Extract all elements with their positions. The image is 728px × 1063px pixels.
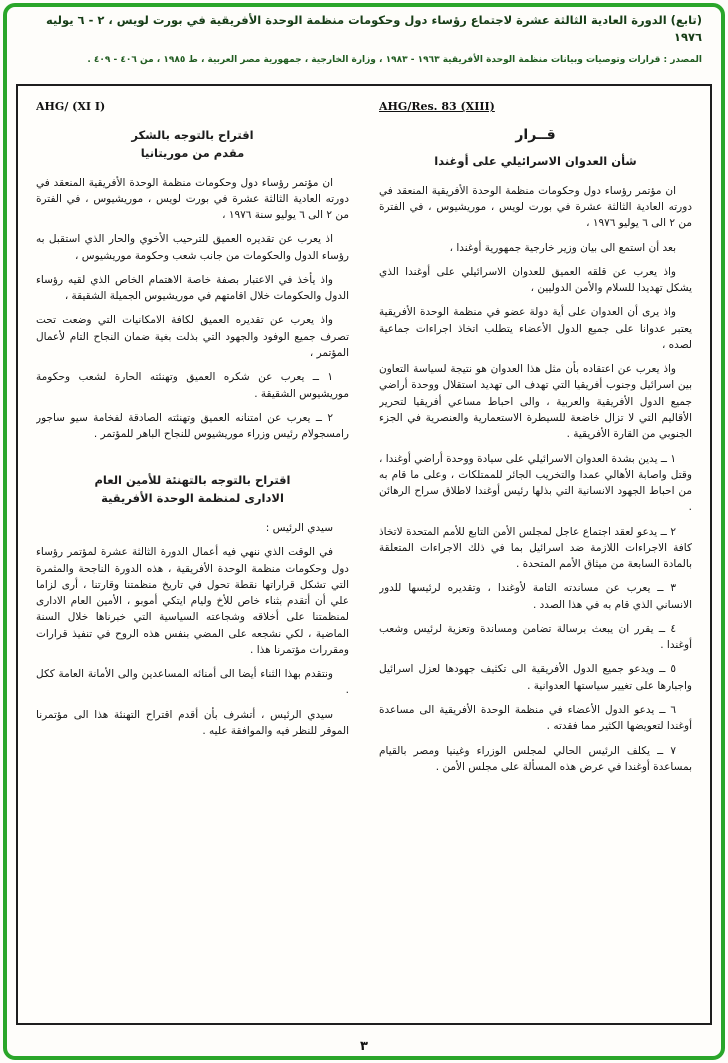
thanks-proposal-paragraph: اذ يعرب عن تقديره العميق للترحيب الأخوي والحار الذي استقبل به رؤساء الدول والحكومات من جانب شعب وحكومة موريشيوس ، bbox=[36, 233, 349, 262]
resolution-operative-clause: ٣ ــ يعرب عن مساندته التامة لأوغندا ، وتقديره لرئيسها للدور الانساني الذي قام به في هذا الصدد . bbox=[379, 582, 692, 611]
resolution-column bbox=[379, 100, 692, 1009]
congratulation-proposal-title bbox=[36, 472, 349, 508]
resolution-paragraph: واذ يعرب عن قلقه العميق للعدوان الاسرائيلي على أوغندا الذي يشكل تهديدا للسلام والأمن الدوليين ، bbox=[379, 265, 692, 295]
congratulation-proposal-title-line2: الادارى لمنظمة الوحدة الأفريقية bbox=[101, 491, 284, 506]
proposal-doc-code: AHG/ (XI I) bbox=[36, 100, 106, 113]
thanks-proposal-paragraph: ان مؤتمر رؤساء دول وحكومات منظمة الوحدة الأفريقية المنعقد في دورته العادية الثالثة عشرة في بورت لويس ، موريشيوس ، في الفترة من ٢ الى ٦ يوليو سنة ١٩٧٦ ، bbox=[36, 176, 349, 222]
resolution-operative-clause: ٤ ــ يقرر ان يبعث برسالة تضامن ومساندة وتعزية لرئيس وشعب أوغندا . bbox=[379, 622, 692, 652]
resolution-paragraph: ان مؤتمر رؤساء دول وحكومات منظمة الوحدة الأفريقية المنعقد في دورته العادية الثالثة عشرة في بورت لويس ، موريشيوس ، في الفترة من ٢ الى ٦ يوليو ١٩٧٦ ، bbox=[379, 184, 692, 230]
congratulation-proposal-title-line1: اقتراح بالتوجه بالتهنئة للأمين العام bbox=[94, 473, 291, 488]
thanks-proposal-paragraph: ٢ ــ يعرب عن امتنانه العميق وتهنئته الصادقة لفخامة سيو ساجور رامسجولام رئيس وزراء موريشيوس للنجاح الباهر للمؤتمر . bbox=[36, 411, 349, 441]
thanks-proposal-title bbox=[36, 127, 349, 163]
resolution-title: قــرار bbox=[515, 127, 556, 143]
thanks-proposal-title-line1: اقتراح بالتوجه بالشكر bbox=[131, 128, 254, 142]
congratulation-proposal-paragraph: سيدي الرئيس : bbox=[265, 521, 333, 534]
document-source-line: المصدر : قرارات وتوصيات وبيانات منظمة الوحدة الأفريقية ١٩٦٣ - ١٩٨٣ ، وزارة الخارجية ، جمهورية مصر العربية ، ط ١٩٨٥ ، من ٤٠٦ - ٤٠٩ . bbox=[87, 54, 702, 65]
resolution-paragraph: واذ يعرب عن اعتقاده بأن مثل هذا العدوان هو نتيجة لسياسة التعاون بين اسرائيل وجنوب أفريقيا التي تهدف الى تهديد استقلال ووحدة أراضي جميع الدول الأفريقية والعربية ، والى احباط مساعي أفريقيا لتحرير الأقاليم التي لا تزال خاضعة للسيطرة الاستعمارية والعنصرية في الجزء الجنوبي من القارة الأفريقية . bbox=[379, 363, 692, 441]
document-header-title: (تابع) الدورة العادية الثالثة عشرة لاجتماع رؤساء دول وحكومات منظمة الوحدة الأفريقية في بورت لويس ، ٢ - ٦ يوليه ١٩٧٦ bbox=[46, 13, 702, 45]
resolution-operative-clause: ٥ ــ ويدعو جميع الدول الأفريقية الى تكثيف جهودها لعزل اسرائيل واجبارها على تغيير سياستها العدوانية . bbox=[379, 663, 692, 692]
congratulation-proposal-paragraph: سيدي الرئيس ، أتشرف بأن أقدم اقتراح التهنئة هذا الى مؤتمرنا الموقر للنظر فيه والموافقة عليه . bbox=[36, 708, 349, 737]
resolution-subtitle: شأن العدوان الاسرائيلي على أوغندا bbox=[434, 154, 637, 168]
resolution-paragraph: واذ يرى أن العدوان على أية دولة عضو في منظمة الوحدة الأفريقية يعتبر عدوانا على جميع الدول الأعضاء يتطلب اتخاذ اجراءات جماعية لصده ، bbox=[379, 306, 692, 351]
page-number: ٣ bbox=[360, 1039, 368, 1054]
proposals-column bbox=[36, 100, 349, 1009]
resolution-operative-clause: ٢ ــ يدعو لعقد اجتماع عاجل لمجلس الأمن التابع للأمم المتحدة لاتخاذ كافة الاجراءات اللازمة ضد اسرائيل بما في ذلك الاجراءات المتعلقة بالمادة السابعة من ميثاق الأمم المتحدة . bbox=[379, 525, 692, 571]
thanks-proposal-paragraph: ١ ــ يعرب عن شكره العميق وتهنئته الحارة لشعب وحكومة موريشيوس الشقيقة . bbox=[36, 371, 349, 400]
document-body-box bbox=[16, 84, 712, 1025]
thanks-proposal-paragraph: واذ يعرب عن تقديره العميق لكافة الامكانيات التي وضعت تحت تصرف جميع الوفود والجهود التي بذلت بغية ضمان النجاح التام لأعمال المؤتمر ، bbox=[36, 314, 349, 360]
resolution-paragraph: بعد أن استمع الى بيان وزير خارجية جمهورية أوغندا ، bbox=[449, 241, 676, 254]
thanks-proposal-paragraph: واذ يأخذ في الاعتبار بصفة خاصة الاهتمام الخاص الذي لقيه رؤساء الدول والحكومات خلال اقامتهم في موريشيوس الجميلة الشقيقة ، bbox=[36, 273, 349, 303]
resolution-operative-clause: ٧ ــ يكلف الرئيس الحالي لمجلس الوزراء وغينيا ومصر بالقيام بمساعدة أوغندا في عرض هذه المسألة على مجلس الأمن . bbox=[379, 744, 692, 773]
congratulation-proposal-paragraph: في الوقت الذي ننهي فيه أعمال الدورة الثالثة عشرة لمؤتمر رؤساء دول وحكومات منظمة الوحدة الأفريقية ، هذه الدورة الناجحة والمثمرة التي تشكل قراراتها نقطة تحول في تاريخ منظمتنا وقارتنا ، أرى لزاما علي أن أتقدم بثناء خاص للأخ وليام ايتكي أموبو ، الأمين العام الادارى لمنظمتنا على أخلاقه وشجاعته السياسية التي خبرناها خلال السنة الماضية ، لكي نشجعه على المضي بنفس هذه الروح في تنفيذ قرارات ومقررات مؤتمرنا هذا . bbox=[36, 546, 349, 656]
document-header bbox=[26, 12, 702, 65]
resolution-operative-clause: ٦ ــ يدعو الدول الأعضاء في منظمة الوحدة الأفريقية الى مساعدة أوغندا لتعويضها الكثير مما فقدته . bbox=[379, 703, 692, 733]
resolution-doc-code: AHG/Res. 83 (XIII) bbox=[379, 100, 495, 113]
thanks-proposal-title-line2: مقدم من موريتانيا bbox=[140, 145, 245, 160]
resolution-operative-clause: ١ ــ يدين بشدة العدوان الاسرائيلي على سيادة ووحدة أراضي أوغندا ، وقتل واصابة الأهالي عمدا والتخريب الجائر للممتلكات ، وعلى ما قام به من احباط الجهود الانسانية التي بذلها رئيس أوغندا لاطلاق سراح الرهائن . bbox=[379, 452, 692, 514]
congratulation-proposal-paragraph: ونتقدم بهذا الثناء أيضا الى أمنائه المساعدين والى الأمانة العامة ككل . bbox=[36, 668, 349, 697]
